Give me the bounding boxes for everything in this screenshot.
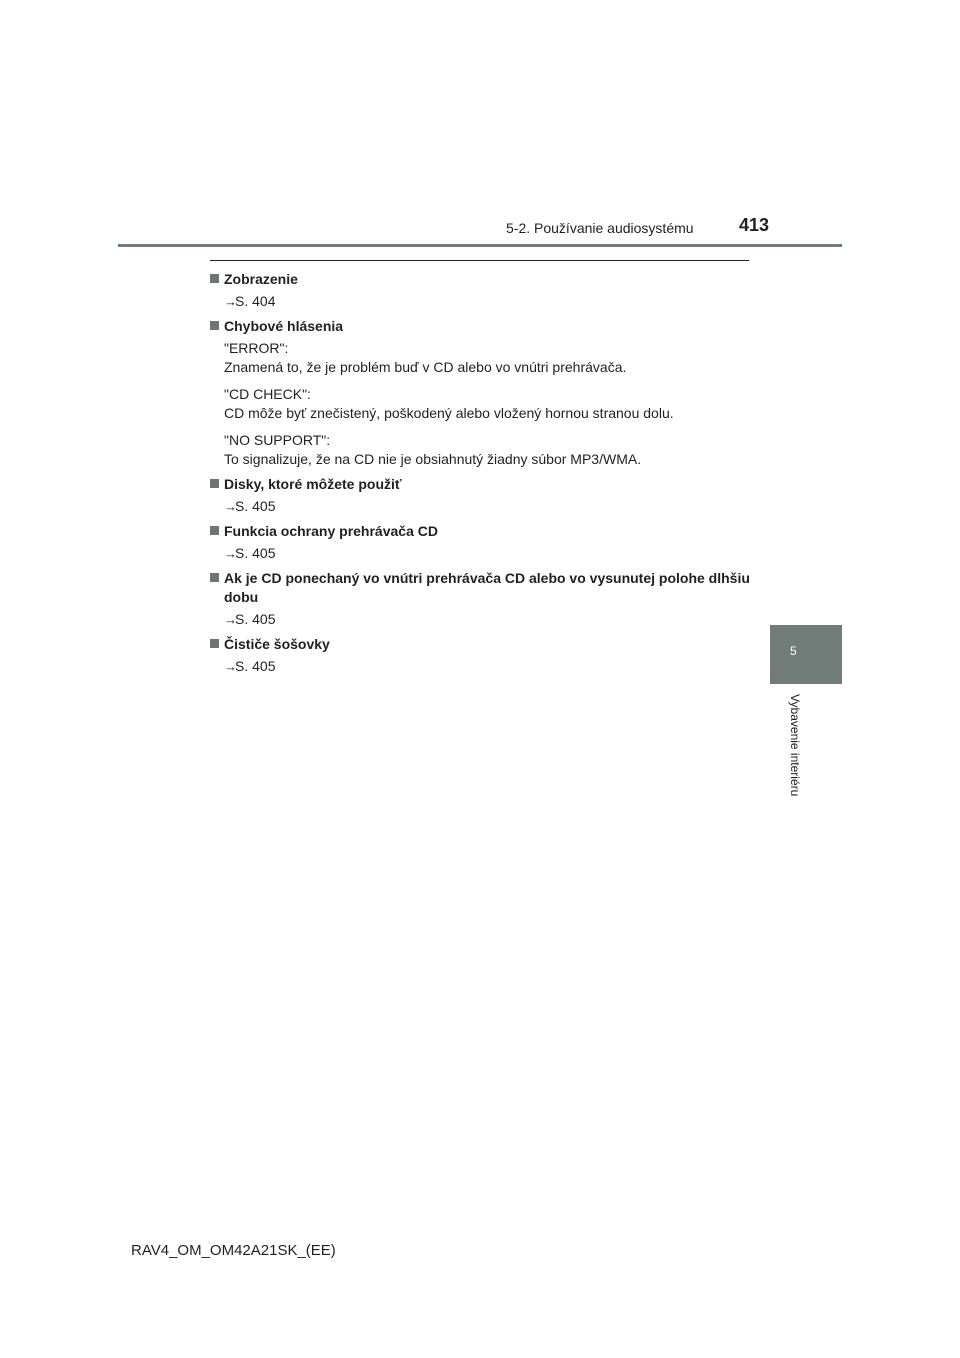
page-reference	[224, 544, 755, 563]
square-bullet-icon	[210, 573, 219, 582]
chapter-number: 5	[790, 644, 797, 658]
square-bullet-icon	[210, 639, 219, 648]
chapter-label: Vybavenie interiéru	[788, 694, 802, 797]
square-bullet-icon	[210, 526, 219, 535]
page-reference	[224, 497, 755, 516]
message-text: Znamená to, že je problém buď v CD alebo vo vnútri prehrávača.	[224, 359, 627, 375]
message-paragraph	[224, 339, 755, 377]
message-label: "ERROR":	[224, 340, 289, 356]
section-chybove-hlasenia	[210, 317, 755, 469]
header-rule	[118, 244, 842, 247]
message-text: CD môže byť znečistený, poškodený alebo vložený hornou stranou dolu.	[224, 405, 674, 421]
page-reference	[224, 292, 755, 311]
message-label: "NO SUPPORT":	[224, 432, 331, 448]
section-cd-ponechany	[210, 569, 755, 629]
section-body	[224, 339, 755, 469]
section-funkcia-ochrany	[210, 522, 755, 563]
page-reference	[224, 610, 755, 629]
section-heading: Funkcia ochrany prehrávača CD	[210, 522, 755, 541]
square-bullet-icon	[210, 274, 219, 283]
arrow-right-icon: →	[224, 499, 237, 514]
section-cistice-sosovky	[210, 635, 755, 676]
message-label: "CD CHECK":	[224, 386, 311, 402]
section-zobrazenie	[210, 270, 755, 311]
reference-link[interactable]: S. 404	[235, 293, 276, 309]
section-heading: Chybové hlásenia	[210, 317, 755, 336]
arrow-right-icon: →	[224, 546, 237, 561]
chapter-tab[interactable]	[770, 625, 842, 684]
content-divider	[210, 260, 749, 261]
arrow-right-icon: →	[224, 612, 237, 627]
document-code: RAV4_OM_OM42A21SK_(EE)	[131, 1242, 336, 1259]
message-paragraph	[224, 431, 755, 469]
arrow-right-icon: →	[224, 659, 237, 674]
reference-link[interactable]: S. 405	[235, 545, 276, 561]
square-bullet-icon	[210, 321, 219, 330]
section-title: 5-2. Používanie audiosystému	[506, 220, 694, 236]
section-heading: Disky, ktoré môžete použiť	[210, 475, 755, 494]
message-text: To signalizuje, že na CD nie je obsiahnutý žiadny súbor MP3/WMA.	[224, 451, 642, 467]
reference-link[interactable]: S. 405	[235, 611, 276, 627]
section-heading: Zobrazenie	[210, 270, 755, 289]
section-heading: Čističe šošovky	[210, 635, 755, 654]
page-reference	[224, 657, 755, 676]
arrow-right-icon: →	[224, 294, 237, 309]
reference-link[interactable]: S. 405	[235, 498, 276, 514]
reference-link[interactable]: S. 405	[235, 658, 276, 674]
page-number: 413	[739, 215, 770, 235]
page-content	[210, 270, 755, 682]
section-disky	[210, 475, 755, 516]
section-heading: Ak je CD ponechaný vo vnútri prehrávača CD alebo vo vysunutej polohe dlhšiu dobu	[210, 569, 755, 607]
square-bullet-icon	[210, 479, 219, 488]
message-paragraph	[224, 385, 755, 423]
